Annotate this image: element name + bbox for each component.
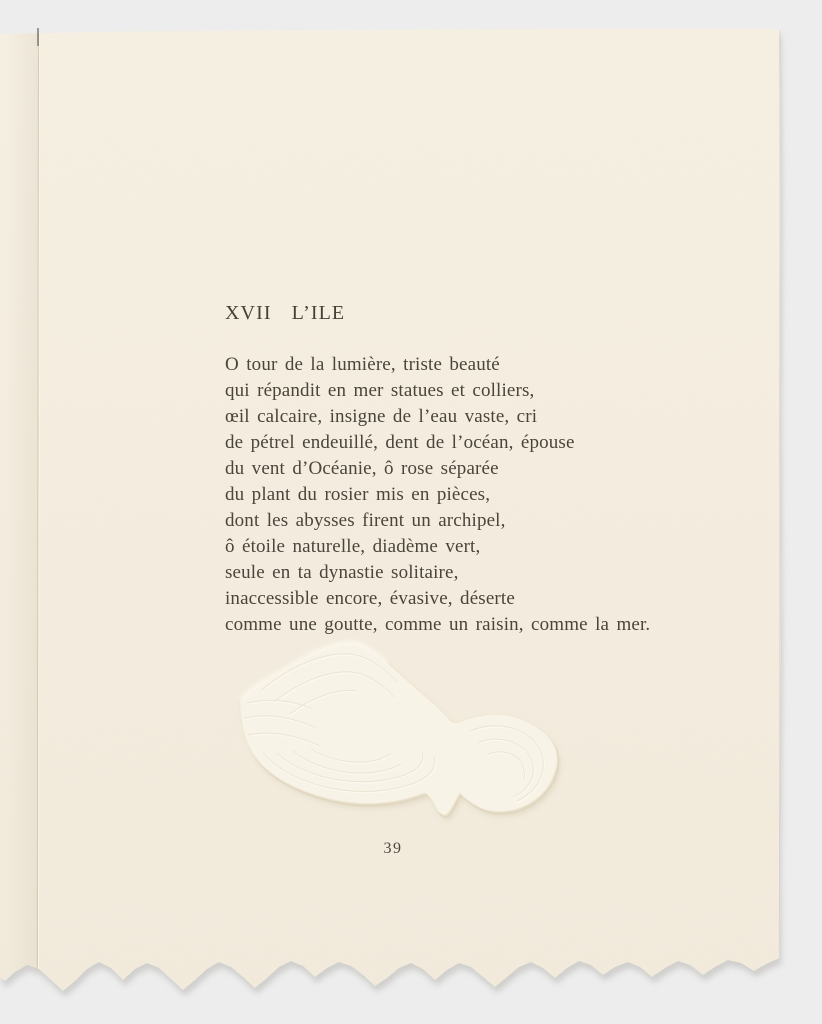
poem-line: comme une goutte, comme un raisin, comme la mer. (225, 614, 651, 635)
fold-crease (6, 28, 40, 988)
poem-line: qui répandit en mer statues et colliers, (225, 380, 535, 401)
poem-line: seule en ta dynastie solitaire, (225, 562, 459, 583)
poem-line: de pétrel endeuillé, dent de l’océan, épouse (225, 432, 575, 453)
poem-line: du plant du rosier mis en pièces, (225, 484, 491, 505)
page-number: 39 (383, 840, 403, 857)
poem-line: ô étoile naturelle, diadème vert, (225, 536, 481, 557)
poem-line: du vent d’Océanie, ô rose séparée (225, 458, 499, 479)
section-number: XVII (225, 302, 272, 324)
section-title: L’ILE (291, 302, 346, 324)
poem-line: inaccessible encore, évasive, déserte (225, 588, 515, 609)
poem-line: œil calcaire, insigne de l’eau vaste, cri (225, 406, 538, 427)
poem-line: O tour de la lumière, triste beauté (225, 354, 500, 375)
paper-right-edge (779, 30, 780, 958)
poem-line: dont les abysses firent un archipel, (225, 510, 506, 531)
